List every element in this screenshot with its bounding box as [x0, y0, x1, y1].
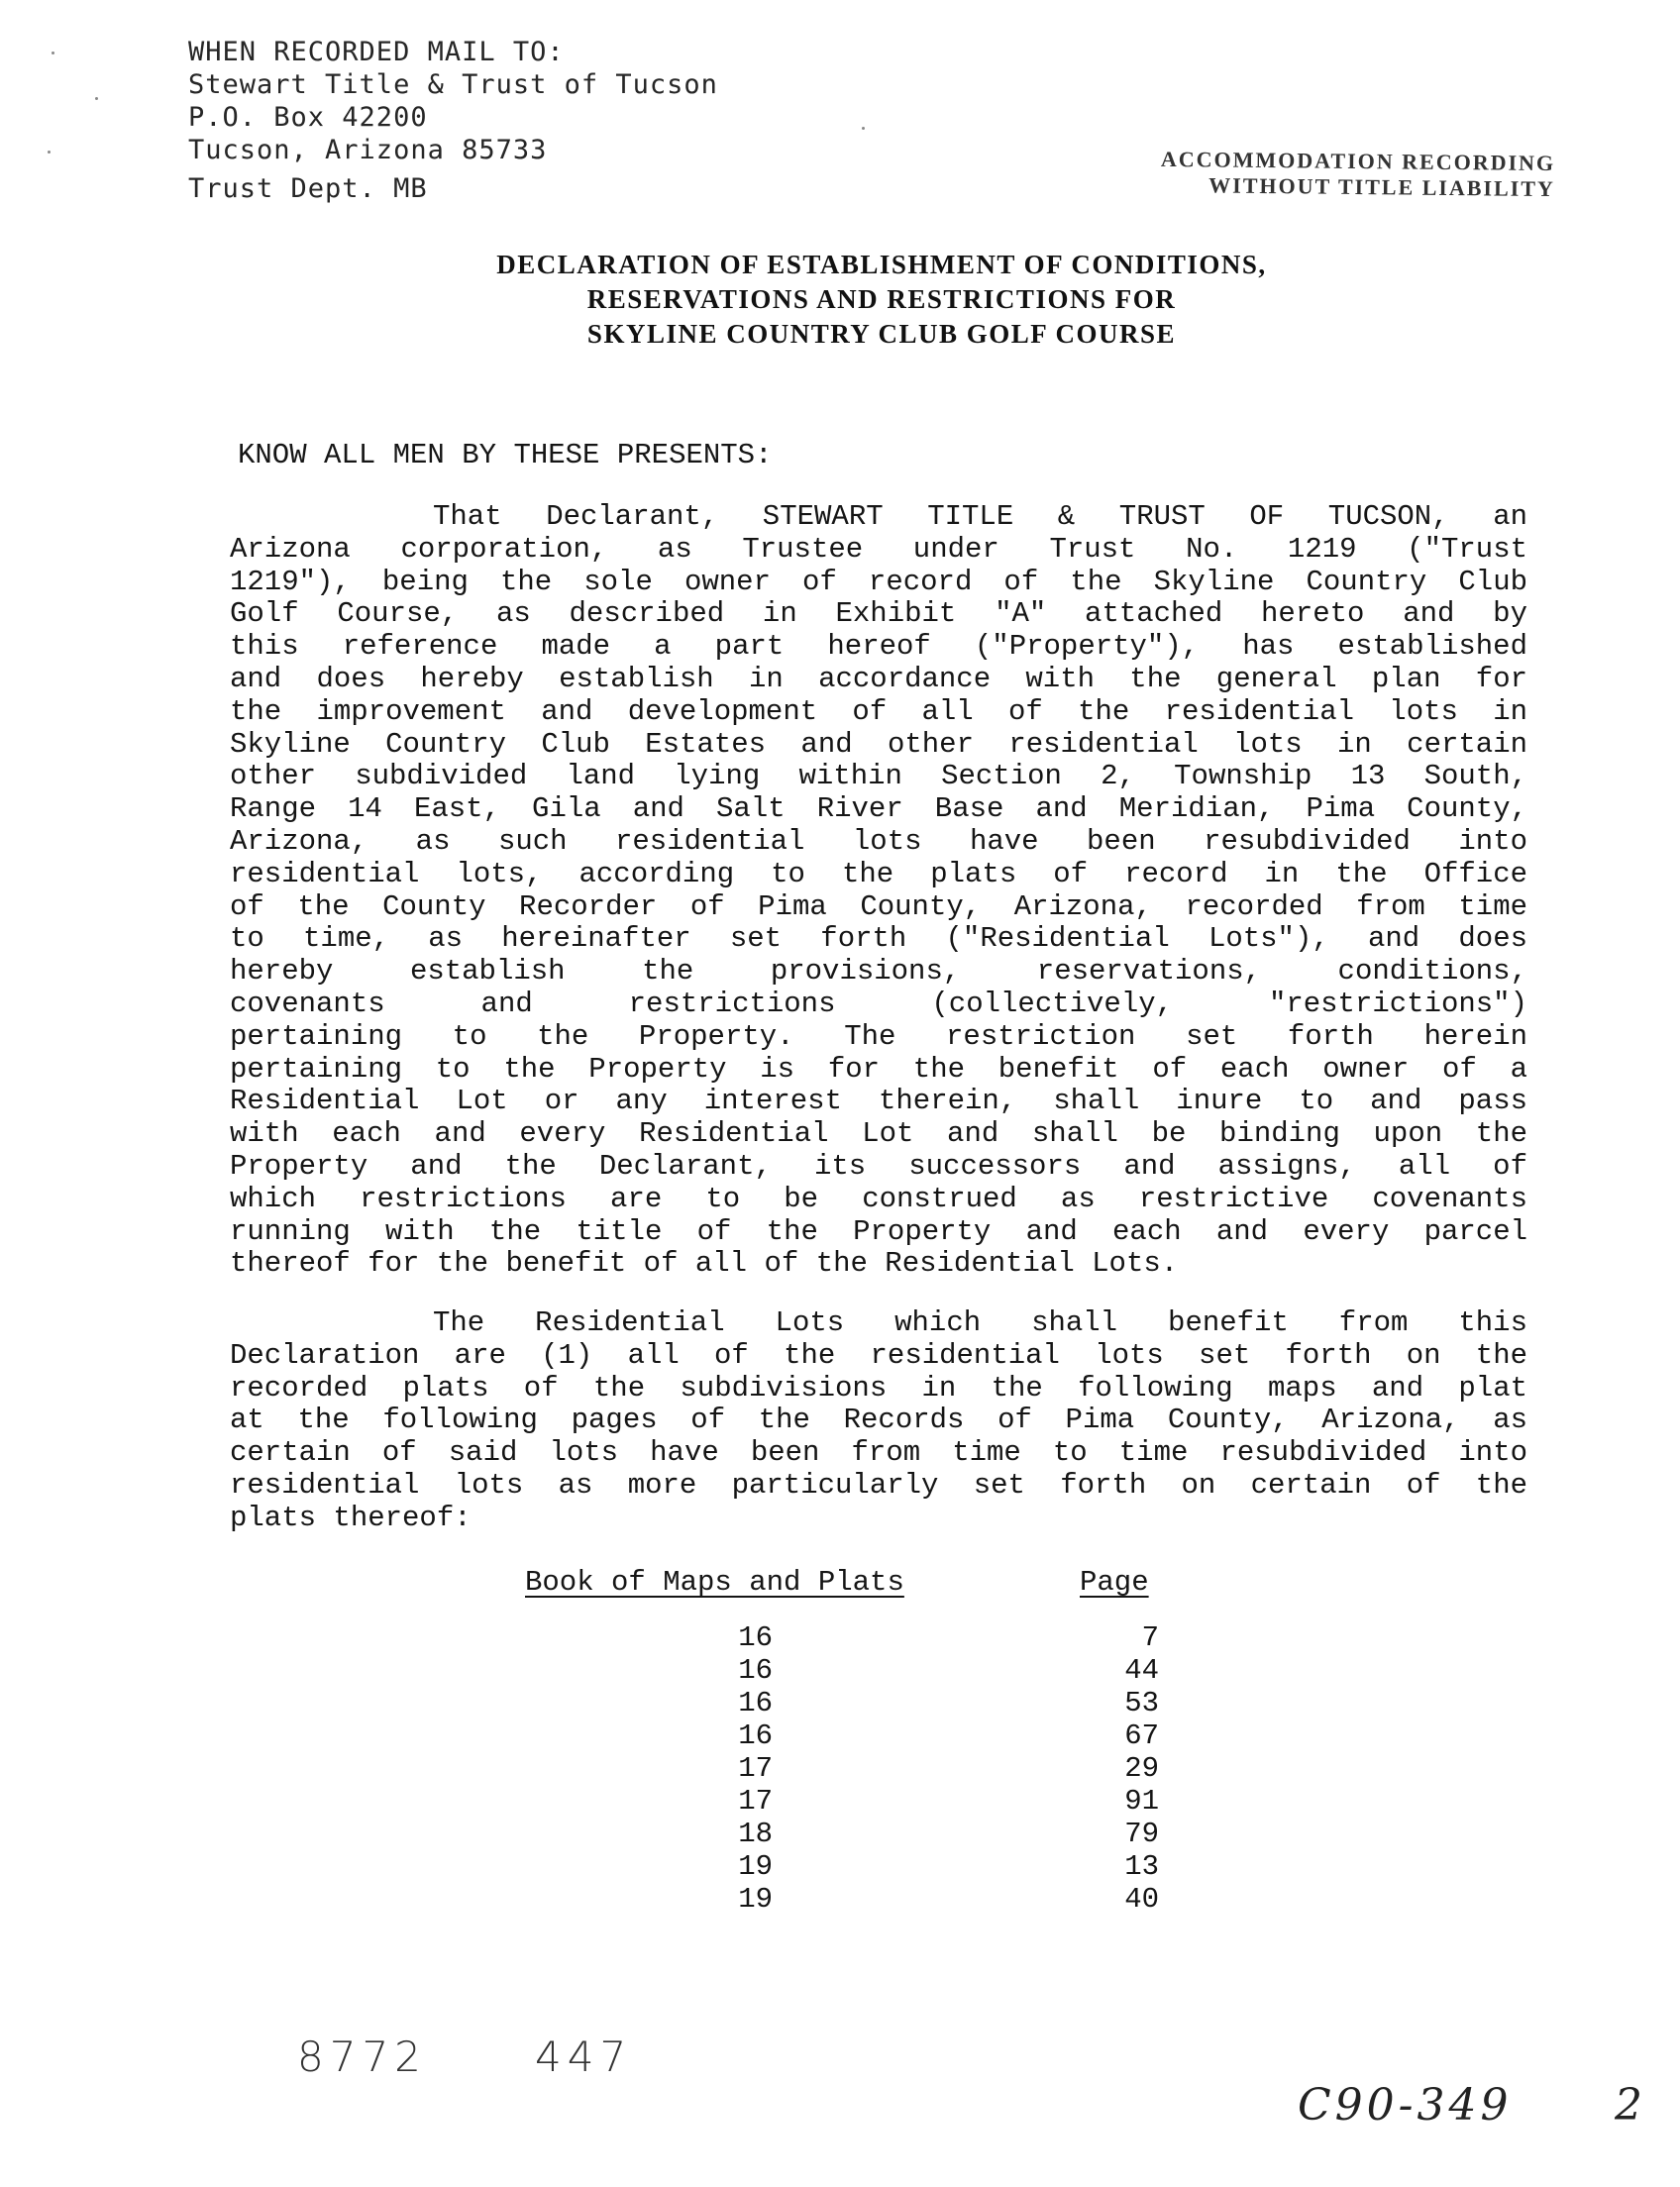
cell-book: 19 — [738, 1849, 773, 1883]
paragraph-line: Arizona, as such residential lots have been resubdivided into — [230, 824, 1527, 858]
scan-speck — [95, 97, 98, 100]
cell-book: 16 — [738, 1620, 773, 1654]
table-row — [515, 1752, 1228, 1785]
paragraph-line: plats thereof: — [230, 1501, 472, 1534]
cell-book: 18 — [738, 1817, 773, 1850]
paragraph-line: Property and the Declarant, its successors and assigns, all of — [230, 1149, 1527, 1183]
cell-book: 17 — [738, 1784, 773, 1818]
cell-page: 91 — [1124, 1784, 1159, 1818]
header-page: Page — [1080, 1566, 1149, 1599]
paragraph-line: residential lots, according to the plats of record in the Office — [230, 857, 1527, 890]
paragraph-line: 1219"), being the sole owner of record of the Skyline Country Club — [230, 565, 1527, 598]
cell-book: 16 — [738, 1718, 773, 1752]
cell-book: 16 — [738, 1653, 773, 1687]
title-line: RESERVATIONS AND RESTRICTIONS FOR — [586, 284, 1177, 314]
plats-table — [515, 1567, 1228, 1916]
paragraph-line: recorded plats of the subdivisions in the following maps and plat — [230, 1371, 1527, 1405]
return-address-line: WHEN RECORDED MAIL TO: — [188, 37, 565, 67]
cell-page: 40 — [1124, 1882, 1159, 1916]
paragraph-declaration — [230, 501, 1527, 1281]
paragraph-line: the improvement and development of all of the residential lots in — [230, 694, 1527, 728]
paragraph-line: That Declarant, STEWART TITLE & TRUST OF TUCSON, an — [433, 500, 1527, 533]
return-address — [188, 36, 783, 205]
table-row — [515, 1883, 1228, 1916]
handwritten-document-number: C90-349 — [1298, 2080, 1513, 2131]
cell-page: 67 — [1124, 1718, 1159, 1752]
recording-book-number: 8772 — [297, 2032, 427, 2081]
table-row — [515, 1687, 1228, 1719]
paragraph-line: Declaration are (1) all of the residential lots set forth on the — [230, 1338, 1527, 1372]
cell-book: 16 — [738, 1686, 773, 1719]
table-row — [515, 1850, 1228, 1883]
recording-stamp — [1159, 147, 1556, 202]
scan-speck — [48, 151, 51, 154]
header-book-of-maps: Book of Maps and Plats — [525, 1566, 904, 1599]
scan-speck — [52, 52, 54, 54]
handwritten-page-count: 2 — [1615, 2080, 1642, 2131]
table-row — [515, 1719, 1228, 1752]
table-row — [515, 1621, 1228, 1654]
paragraph-line: residential lots as more particularly set forth on certain of the — [230, 1468, 1527, 1502]
table-body — [515, 1621, 1228, 1916]
paragraph-line: thereof for the benefit of all of the Residential Lots. — [230, 1247, 1179, 1281]
cell-book: 17 — [738, 1751, 773, 1785]
paragraph-line: other subdivided land lying within Section 2, Township 13 South, — [230, 760, 1527, 793]
return-address-line: Stewart Title & Trust of Tucson — [188, 69, 718, 100]
paragraph-line: Skyline Country Club Estates and other residential lots in certain — [230, 727, 1527, 761]
stamp-line: WITHOUT TITLE LIABILITY — [1208, 172, 1555, 202]
paragraph-line: hereby establish the provisions, reservations, conditions, — [230, 955, 1527, 989]
title-line: DECLARATION OF ESTABLISHMENT OF CONDITIONS, — [496, 250, 1267, 279]
paragraph-line: at the following pages of the Records of Pima County, Arizona, as — [230, 1404, 1527, 1437]
paragraph-line: this reference made a part hereof ("Property"), has established — [230, 630, 1527, 664]
return-address-line: P.O. Box 42200 — [188, 102, 428, 133]
paragraph-line: certain of said lots have been from time to time resubdivided into — [230, 1436, 1527, 1470]
paragraph-line: Golf Course, as described in Exhibit "A" attached hereto and by — [230, 597, 1527, 631]
cell-page: 53 — [1124, 1686, 1159, 1719]
cell-page: 7 — [1141, 1620, 1159, 1654]
return-address-line: Trust Dept. MB — [188, 173, 428, 204]
return-address-line: Tucson, Arizona 85733 — [188, 135, 548, 165]
cell-page: 79 — [1124, 1817, 1159, 1850]
paragraph-residential-lots — [230, 1307, 1527, 1535]
cell-page: 29 — [1124, 1751, 1159, 1785]
paragraph-line: Arizona corporation, as Trustee under Trust No. 1219 ("Trust — [230, 532, 1527, 566]
paragraph-line: pertaining to the Property is for the benefit of each owner of a — [230, 1052, 1527, 1086]
paragraph-line: covenants and restrictions (collectively, "restrictions") — [230, 987, 1527, 1020]
paragraph-line: pertaining to the Property. The restriction set forth herein — [230, 1019, 1527, 1053]
paragraph-line: with each and every Residential Lot and shall be binding upon the — [230, 1117, 1527, 1151]
cell-page: 44 — [1124, 1653, 1159, 1687]
paragraph-line: Range 14 East, Gila and Salt River Base and Meridian, Pima County, — [230, 792, 1527, 826]
paragraph-line: running with the title of the Property and each and every parcel — [230, 1214, 1527, 1248]
table-header — [515, 1567, 1228, 1600]
paragraph-line: which restrictions are to be construed as restrictive covenants — [230, 1182, 1527, 1215]
paragraph-line: of the County Recorder of Pima County, Arizona, recorded from time — [230, 889, 1527, 923]
paragraph-line: and does hereby establish in accordance with the general plan for — [230, 662, 1527, 695]
title-line: SKYLINE COUNTRY CLUB GOLF COURSE — [586, 319, 1177, 349]
cell-book: 19 — [738, 1882, 773, 1916]
recording-page-number: 447 — [535, 2032, 633, 2081]
table-row — [515, 1818, 1228, 1850]
document-title — [337, 248, 1426, 352]
cell-page: 13 — [1124, 1849, 1159, 1883]
table-row — [515, 1654, 1228, 1687]
paragraph-line: Residential Lot or any interest therein, shall inure to and pass — [230, 1085, 1527, 1118]
table-row — [515, 1785, 1228, 1818]
scan-speck — [862, 127, 865, 130]
stamp-line: ACCOMMODATION RECORDING — [1160, 146, 1556, 176]
salutation: KNOW ALL MEN BY THESE PRESENTS: — [238, 439, 773, 471]
paragraph-line: The Residential Lots which shall benefit from this — [433, 1306, 1527, 1339]
paragraph-line: to time, as hereinafter set forth ("Residential Lots"), and does — [230, 922, 1527, 956]
